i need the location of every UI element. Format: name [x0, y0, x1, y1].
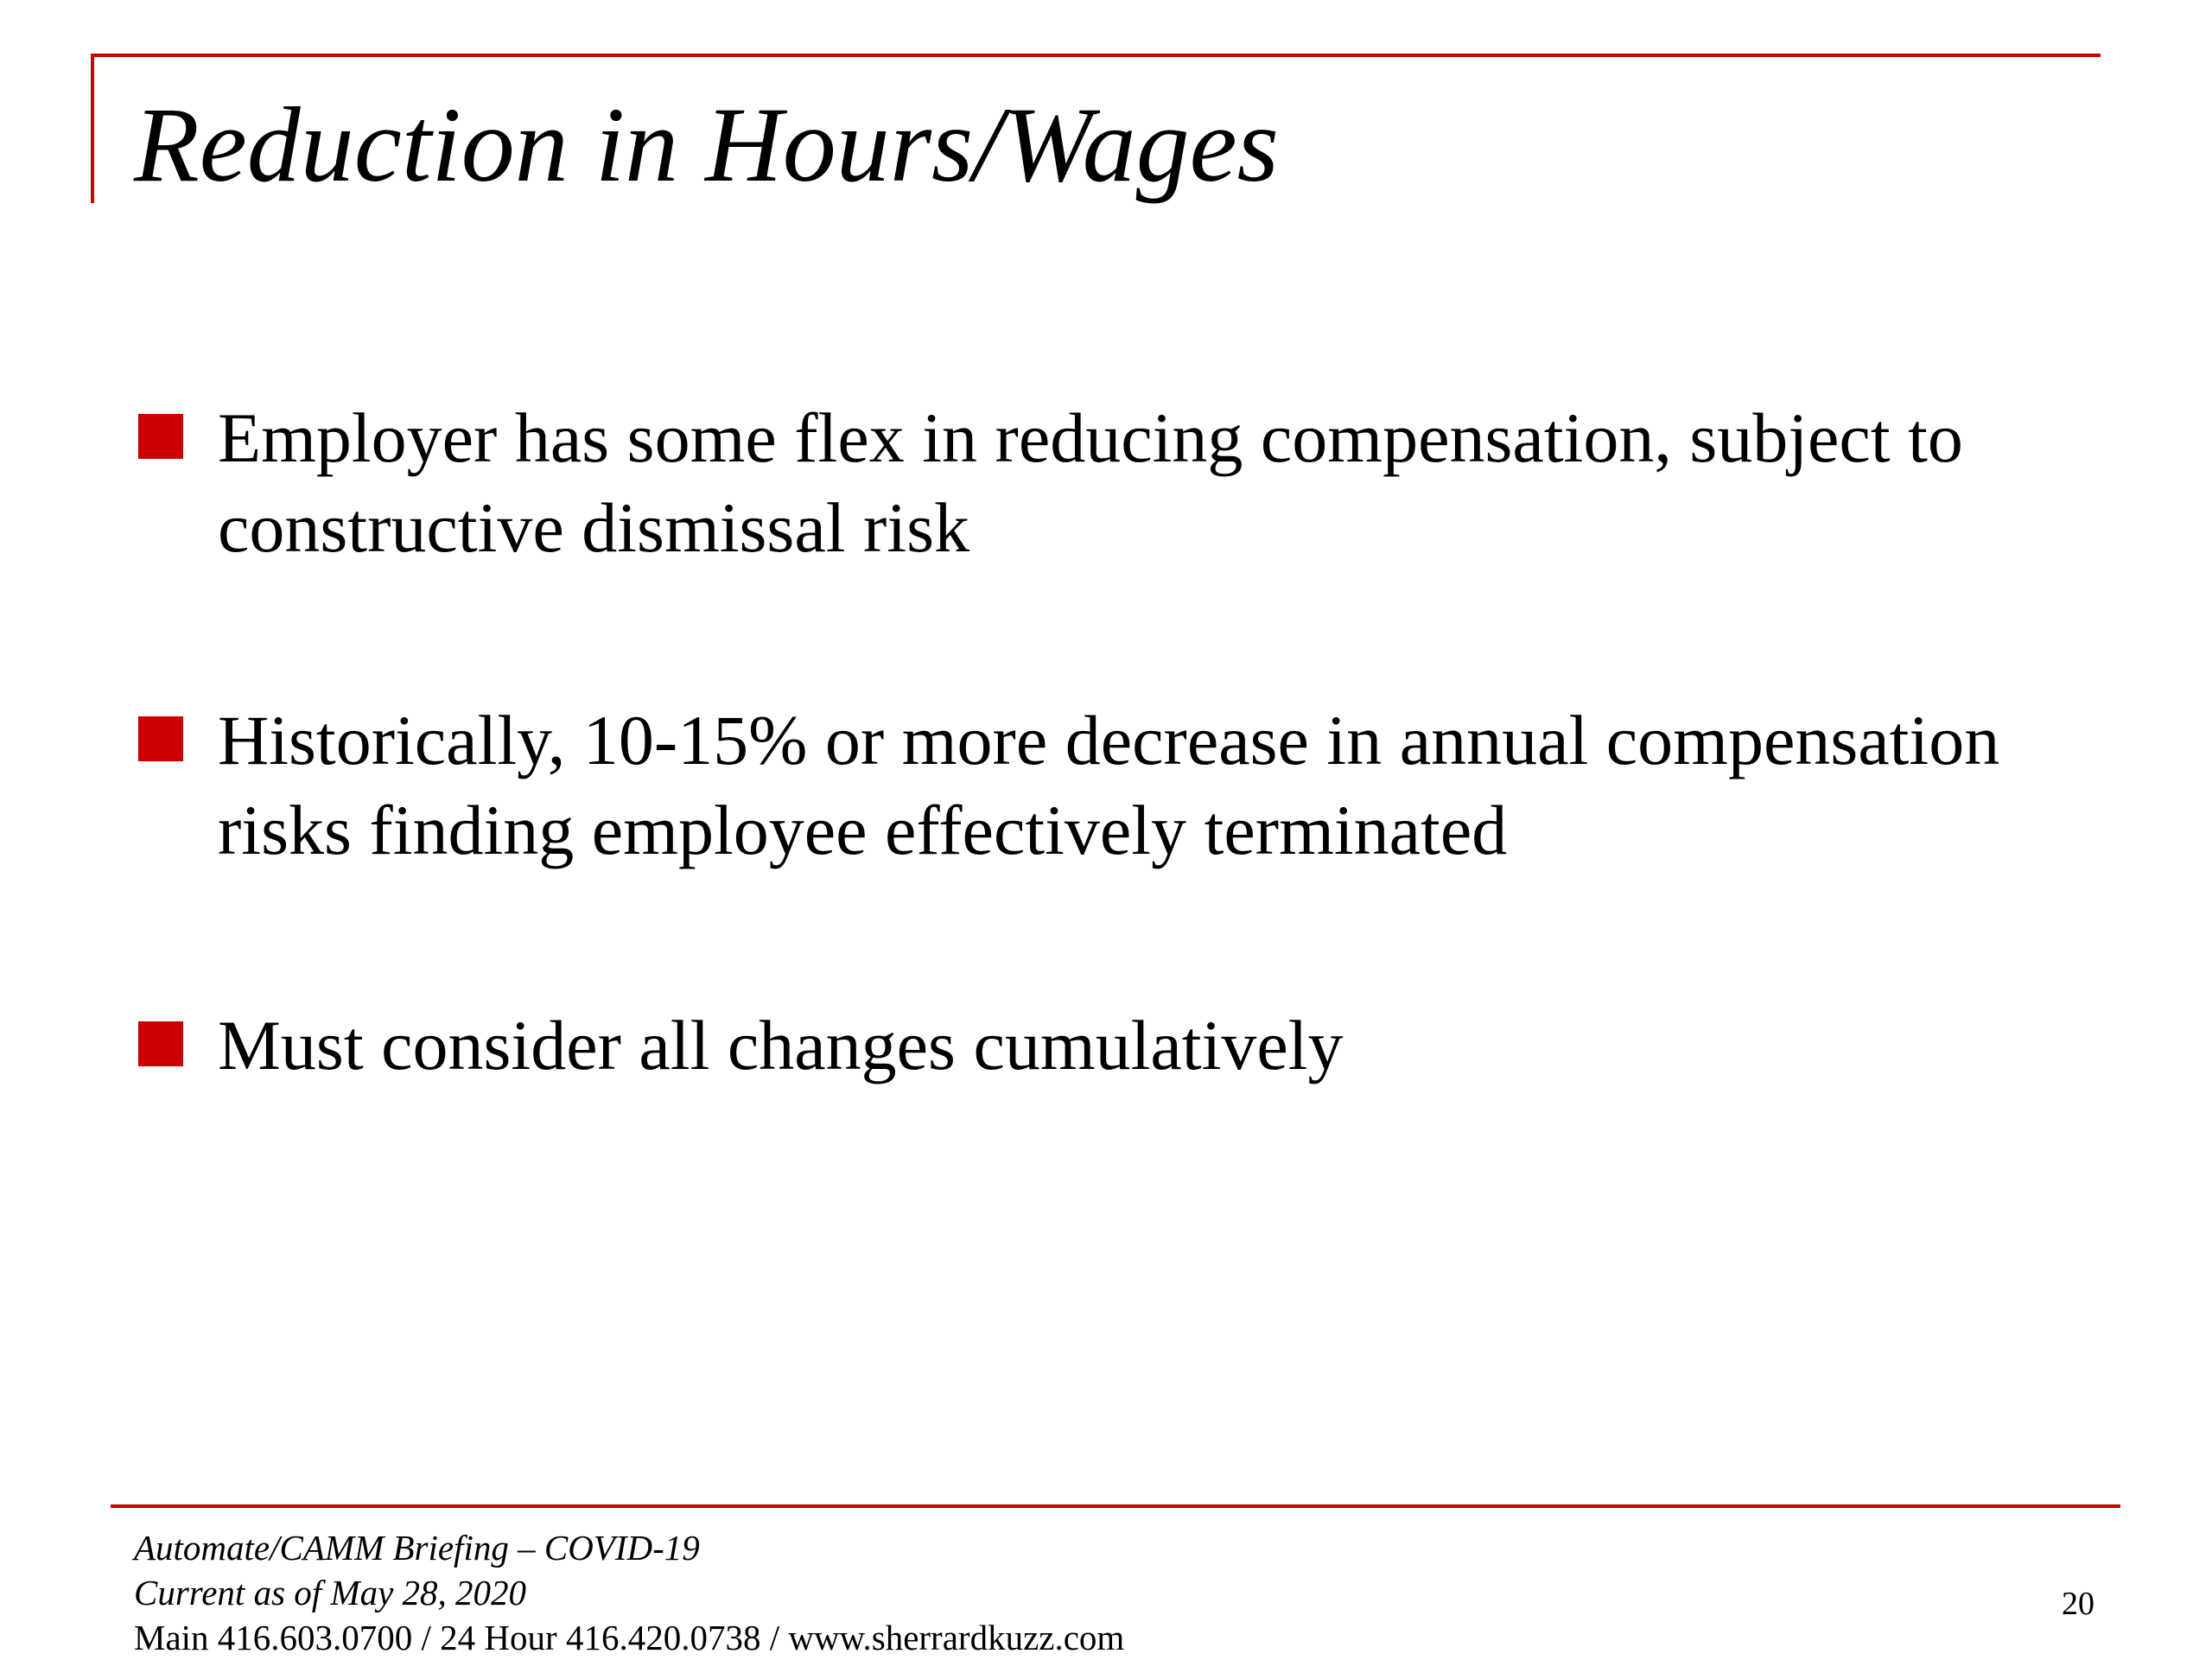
bullet-line: Employer has some flex in reducing compensation, subject to	[218, 398, 1963, 477]
bullet-line: risks finding employee effectively terminated	[218, 791, 1508, 869]
square-bullet-icon	[138, 1021, 183, 1066]
bullet-line: Historically, 10-15% or more decrease in annual compensation	[218, 701, 2000, 779]
footer	[134, 1525, 1124, 1660]
square-bullet-icon	[138, 414, 183, 459]
square-bullet-icon	[138, 716, 183, 761]
bullet-line: constructive dismissal risk	[218, 488, 970, 567]
title-rule-left	[91, 54, 94, 203]
bullet-text	[218, 1001, 2119, 1091]
footer-rule	[111, 1504, 2120, 1508]
footer-contact: Main 416.603.0700 / 24 Hour 416.420.0738 / www.sherrardkuzz.com	[134, 1618, 1125, 1657]
footer-current-date: Current as of May 28, 2020	[134, 1573, 527, 1612]
title-rule-top	[91, 54, 2101, 57]
footer-briefing-title: Automate/CAMM Briefing – COVID-19	[134, 1528, 700, 1568]
bullet-line: Must consider all changes cumulatively	[218, 1006, 1344, 1084]
bullet-text	[218, 696, 2119, 875]
page-number: 20	[2062, 1586, 2094, 1622]
slide-title: Reduction in Hours/Wages	[134, 86, 1279, 204]
bullet-text	[218, 393, 2119, 573]
